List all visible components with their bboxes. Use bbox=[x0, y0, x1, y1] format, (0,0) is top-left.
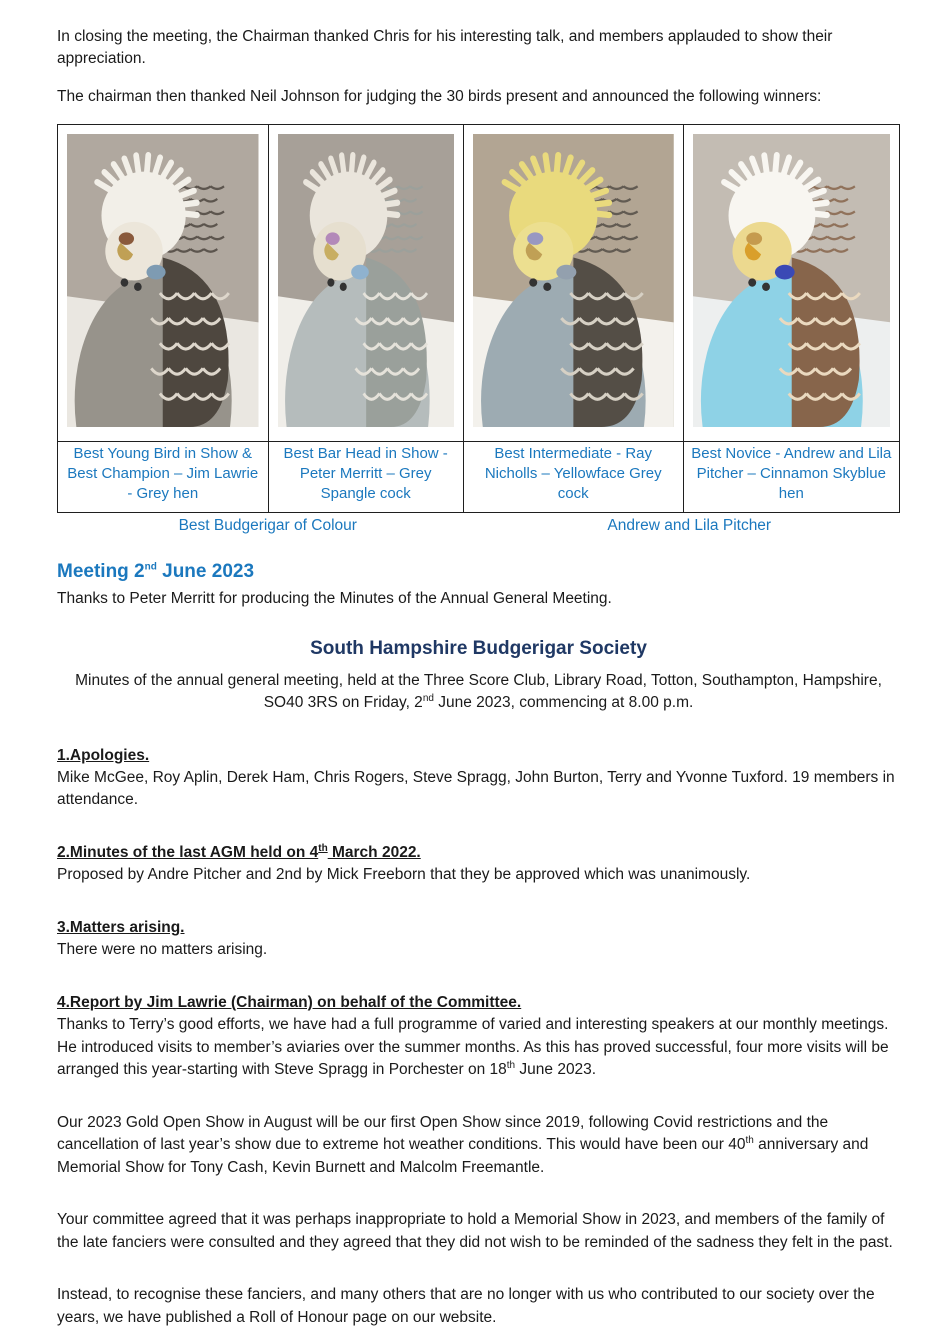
cinnamon-skyblue-hen-photo bbox=[693, 134, 890, 427]
section-4-heading: 4.Report by Jim Lawrie (Chairman) on behalf of the Committee. bbox=[57, 993, 522, 1011]
section-1-heading: 1.Apologies. bbox=[57, 746, 150, 764]
section-2-minutes-last-agm bbox=[57, 842, 900, 887]
society-heading: South Hampshire Budgerigar Society bbox=[310, 637, 647, 659]
meeting-heading-text-2: June 2023 bbox=[156, 560, 255, 582]
footer-caption-best-colour: Best Budgerigar of Colour bbox=[178, 517, 357, 535]
section-3-matters-arising bbox=[57, 917, 900, 962]
minutes-intro-ordinal: nd bbox=[422, 692, 434, 704]
winner-caption-3: Best Intermediate - Ray Nicholls – Yellowface Grey cock bbox=[463, 442, 683, 513]
photo-cell-3 bbox=[463, 125, 683, 442]
minutes-intro bbox=[57, 670, 900, 715]
section-2-heading: 2.Minutes of the last AGM held on 4th March 2022. bbox=[57, 842, 421, 861]
winner-caption-2: Best Bar Head in Show - Peter Merritt – Grey Spangle cock bbox=[268, 442, 463, 513]
section-3-paragraph: There were no matters arising. bbox=[57, 941, 268, 959]
intro-paragraph-2: The chairman then thanked Neil Johnson for judging the 30 birds present and announced the following winners: bbox=[57, 87, 822, 105]
section-4-paragraph-2: Our 2023 Gold Open Show in August will be our first Open Show since 2019, following Covid restrictions and the cancellation of last year’s show due to extreme hot weather conditions. This would have been our 40th anniversary and Memorial Show for Tony Cash, Kevin Burnett and Malcolm Freemantle. bbox=[57, 1113, 869, 1176]
table-footer bbox=[57, 516, 900, 536]
section-1-apologies bbox=[57, 745, 900, 812]
meeting-heading-ordinal: nd bbox=[144, 561, 157, 573]
section-2-heading-ordinal: th bbox=[318, 842, 328, 854]
section-4-paragraph-4: Instead, to recognise these fanciers, and many others that are no longer with us who contributed to our society over the years, we have published a Roll of Honour page on our website. bbox=[57, 1286, 875, 1326]
winners-caption-row bbox=[58, 442, 900, 513]
winner-caption-4: Best Novice - Andrew and Lila Pitcher – Cinnamon Skyblue hen bbox=[683, 442, 899, 513]
section-4-paragraph-1: Thanks to Terry’s good efforts, we have had a full programme of varied and interesting speakers at our monthly meetings. He introduced visits to member’s aviaries over the summer months. As this has proved successful, four more visits will be arranged this year-starting with Steve Spragg in Porchester on 18th June 2023. bbox=[57, 1016, 889, 1079]
section-2-paragraph: Proposed by Andre Pitcher and 2nd by Mick Freeborn that they be approved which was unanimously. bbox=[57, 866, 751, 884]
winner-caption-1: Best Young Bird in Show & Best Champion – Jim Lawrie - Grey hen bbox=[58, 442, 269, 513]
grey-hen-photo bbox=[67, 134, 259, 427]
yellowface-grey-cock-photo bbox=[473, 134, 674, 427]
winners-photo-row bbox=[58, 125, 900, 442]
section-3-heading: 3.Matters arising. bbox=[57, 918, 185, 936]
footer-caption-pitcher: Andrew and Lila Pitcher bbox=[607, 517, 772, 535]
meeting-date-heading bbox=[57, 561, 900, 584]
thanks-line: Thanks to Peter Merritt for producing the Minutes of the Annual General Meeting. bbox=[57, 590, 612, 608]
grey-spangle-cock-photo bbox=[278, 134, 454, 427]
minutes-intro-text: Minutes of the annual general meeting, held at the Three Score Club, Library Road, Totton, Southampton, Hampshire, SO40 3RS on Friday, 2 bbox=[75, 671, 882, 712]
minutes-intro-text-2: June 2023, commencing at 8.00 p.m. bbox=[433, 694, 694, 712]
section-4-paragraph-3: Your committee agreed that it was perhaps inappropriate to hold a Memorial Show in 2023, and members of the family of the late fanciers were consulted and they agreed that they did not wish to be reminded of the sadness they felt in the past. bbox=[57, 1211, 893, 1251]
winners-table bbox=[57, 124, 900, 513]
meeting-heading-text: Meeting 2 bbox=[57, 560, 145, 582]
photo-cell-2 bbox=[268, 125, 463, 442]
photo-cell-1 bbox=[58, 125, 269, 442]
intro-paragraph-1: In closing the meeting, the Chairman thanked Chris for his interesting talk, and members applauded to show their appreciation. bbox=[57, 28, 833, 68]
section-1-paragraph: Mike McGee, Roy Aplin, Derek Ham, Chris Rogers, Steve Spragg, John Burton, Terry and Yvonne Tuxford. 19 members in attendance. bbox=[57, 769, 895, 809]
photo-cell-4 bbox=[683, 125, 899, 442]
section-4-chairman-report bbox=[57, 992, 900, 1329]
